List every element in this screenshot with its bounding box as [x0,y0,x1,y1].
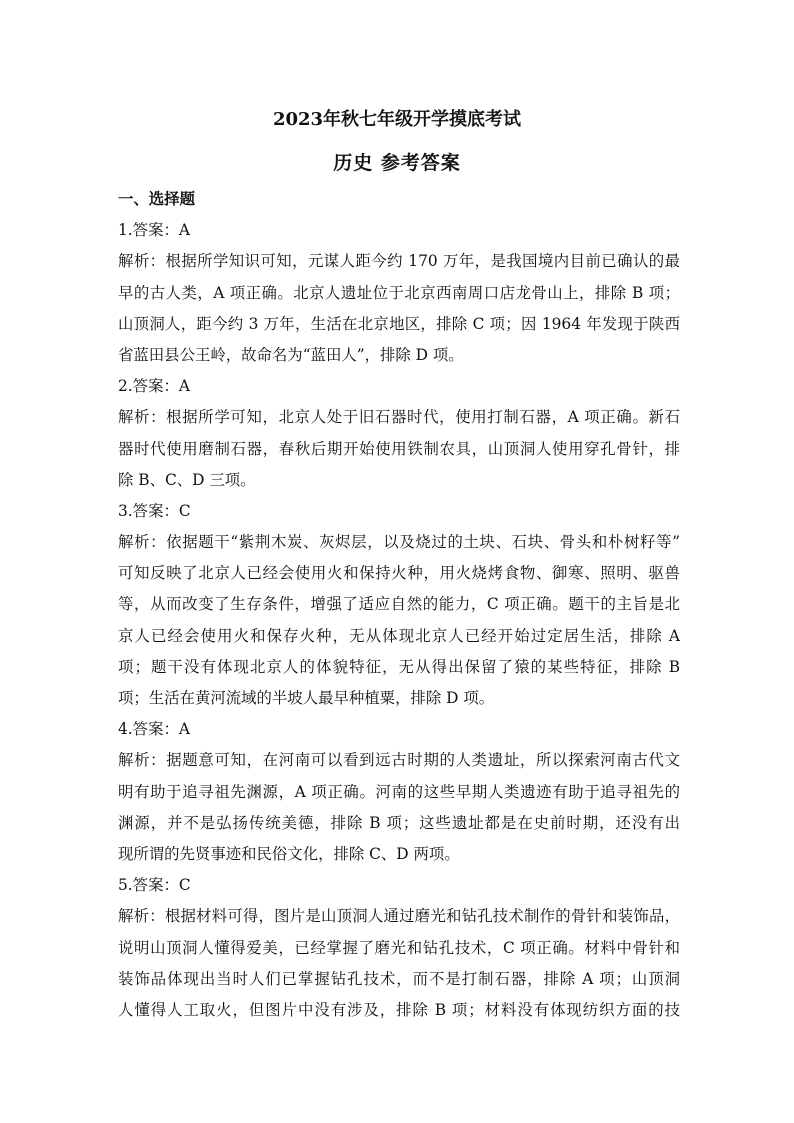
q4-explanation-line: 现所谓的先贤事迹和民俗文化，排除 C、D 两项。 [118,844,460,863]
q5-explanation-line: 说明山顶洞人懂得爱美，已经掌握了磨光和钻孔技术，C 项正确。材料中骨针和 [118,938,680,957]
document-subtitle: 历史 参考答案 [333,152,461,174]
q5-explanation-line: 解析：根据材料可得，图片是山顶洞人通过磨光和钻孔技术制作的骨针和装饰品， [118,907,680,926]
q1-explanation-line: 解析：根据所学知识可知，元谋人距今约 170 万年，是我国境内目前已确认的最 [118,252,680,271]
document-title: 2023年秋七年级开学摸底考试 [272,109,522,130]
q3-explanation-line: 京人已经会使用火和保存火种，无从体现北京人已经开始过定居生活，排除 A [118,626,680,645]
q2-explanation-line: 除 B、C、D 三项。 [118,470,256,489]
q1-answer: 1.答案：A [118,221,190,240]
q2-explanation-line: 解析：根据所学可知，北京人处于旧石器时代，使用打制石器，A 项正确。新石 [118,408,680,427]
q2-explanation-line: 器时代使用磨制石器，春秋后期开始使用铁制农具，山顶洞人使用穿孔骨针，排 [118,439,680,458]
q3-explanation-line: 等，从而改变了生存条件，增强了适应自然的能力，C 项正确。题干的主旨是北 [118,595,680,614]
q5-answer: 5.答案：C [118,876,191,895]
q1-explanation-line: 省蓝田县公王岭，故命名为“蓝田人”，排除 D 项。 [118,345,464,364]
q1-explanation-line: 山顶洞人，距今约 3 万年，生活在北京地区，排除 C 项；因 1964 年发现于陕西 [118,314,680,333]
q1-explanation-line: 早的古人类，A 项正确。北京人遗址位于北京西南周口店龙骨山上，排除 B 项； [118,283,680,302]
q4-explanation-line: 渊源，并不是弘扬传统美德，排除 B 项；这些遗址都是在史前时期，还没有出 [118,813,680,832]
answer-content [118,184,680,1026]
q3-explanation-line: 解析：依据题干“紫荆木炭、灰烬层，以及烧过的土块、石块、骨头和朴树籽等” [118,533,680,552]
q4-explanation-line: 解析：据题意可知，在河南可以看到远古时期的人类遗址，所以探索河南古代文 [118,751,680,770]
section-heading: 一、选择题 [118,190,195,208]
q4-answer: 4.答案：A [118,720,190,739]
q5-explanation-line: 装饰品体现出当时人们已掌握钻孔技术，而不是打制石器，排除 A 项；山顶洞 [118,969,680,988]
q3-explanation-line: 项；生活在黄河流域的半坡人最早种植粟，排除 D 项。 [118,689,495,707]
q4-explanation-line: 明有助于追寻祖先渊源，A 项正确。河南的这些早期人类遗迹有助于追寻祖先的 [118,782,680,801]
q3-explanation-line: 项；题干没有体现北京人的体貌特征，无从得出保留了猿的某些特征，排除 B [118,657,680,676]
q3-explanation-line: 可知反映了北京人已经会使用火和保持火种，用火烧烤食物、御寒、照明、驱兽 [118,564,680,583]
q5-explanation-line: 人懂得人工取火，但图片中没有涉及，排除 B 项；材料没有体现纺织方面的技 [118,1000,680,1019]
q3-answer: 3.答案：C [118,501,191,520]
q2-answer: 2.答案：A [118,377,190,396]
